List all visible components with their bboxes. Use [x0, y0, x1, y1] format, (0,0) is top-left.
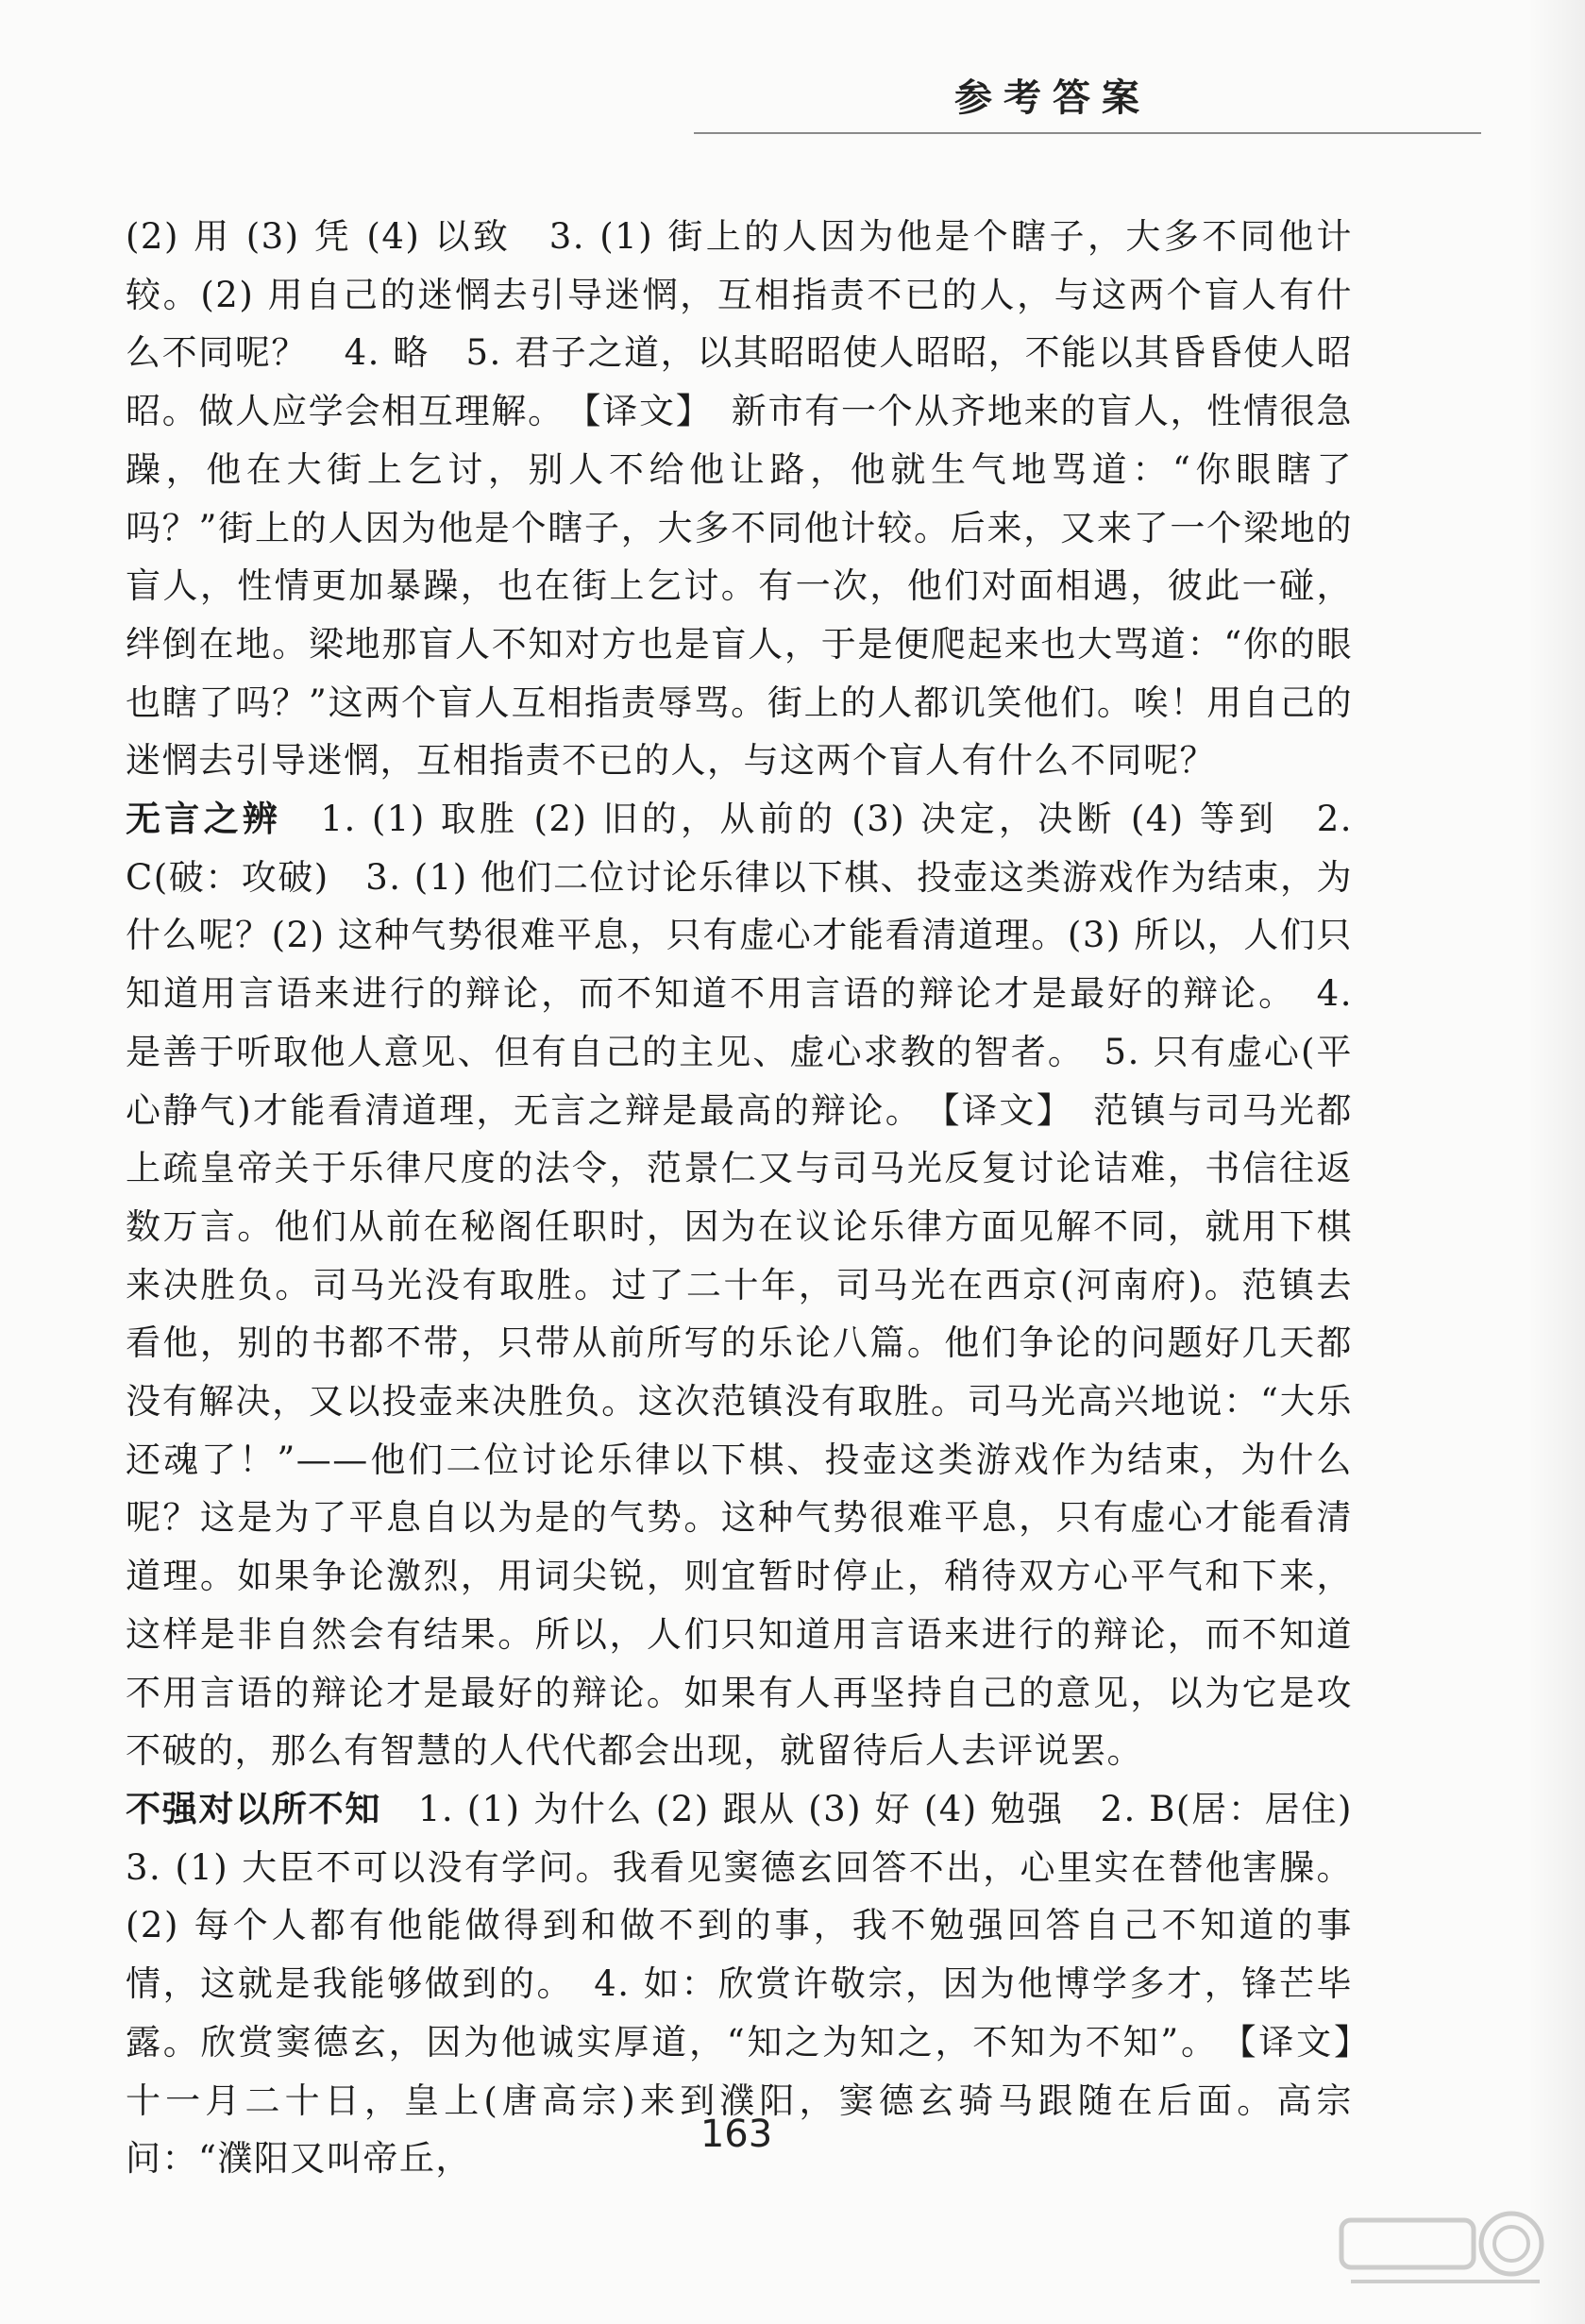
answer-paragraph-1	[126, 208, 1353, 790]
answer-paragraph-2	[126, 790, 1353, 1780]
watermark-stamp-icon	[1332, 2201, 1549, 2296]
page-edge-shadow	[1528, 0, 1585, 2324]
section-title-buqiangdui: 不强对以所不知	[126, 1788, 382, 1829]
answer-content	[126, 208, 1390, 2188]
paragraph-text: 1. (1) 为什么 (2) 跟从 (3) 好 (4) 勉强 2. B(居：居住) 3. (1) 大臣不可以没有学问。我看见窦德玄回答不出，心里实在替他害臊。(2) 每个人都有他能做得到和做不到的事，我不勉强回答自己不知道的事情，这就是我能够做到的。 4. 如：欣赏许敬宗，因为他博学多才，锋芒毕露。欣赏窦德玄，因为他诚实厚道，“知之为知之，不知为不知”。 【译文】 十一月二十日，皇上(唐高宗)来到濮阳，窦德玄骑马跟随在后面。高宗问：“濮阳又叫帝丘，	[126, 1788, 1390, 2180]
page-number: 163	[700, 2113, 773, 2156]
page-header-title: 参考答案	[954, 76, 1151, 120]
paragraph-text: 1. (1) 取胜 (2) 旧的，从前的 (3) 决定，决断 (4) 等到 2. C(破：攻破) 3. (1) 他们二位讨论乐律以下棋、投壶这类游戏作为结束，为什么呢？(2) 这种气势很难平息，只有虚心才能看清道理。(3) 所以，人们只知道用言语来进行的辩论，而不知道不用言语的辩论才是最好的辩论。 4. 是善于听取他人意见、但有自己的主见、虚心求教的智者。 5. 只有虚心(平心静气)才能看清道理，无言之辩是最高的辩论。 【译文】 范镇与司马光都上疏皇帝关于乐律尺度的法令，范景仁又与司马光反复讨论诘难，书信往返数万言。他们从前在秘阁任职时，因为在议论乐律方面见解不同，就用下棋来决胜负。司马光没有取胜。过了二十年，司马光在西京(河南府)。范镇去看他，别的书都不带，只带从前所写的乐论八篇。他们争论的问题好几天都没有解决，又以投壶来决胜负。这次范镇没有取胜。司马光高兴地说：“大乐还魂了！”——他们二位讨论乐律以下棋、投壶这类游戏作为结束，为什么呢？这是为了平息自以为是的气势。这种气势很难平息，只有虚心才能看清道理。如果争论激烈，用词尖锐，则宜暂时停止，稍待双方心平气和下来，这样是非自然会有结果。所以，人们只知道用言语来进行的辩论，而不知道不用言语的辩论才是最好的辩论。如果有人再坚持自己的意见，以为它是攻不破的，那么有智慧的人代代都会出现，就留待后人去评说罢。	[126, 799, 1354, 1772]
header-divider	[694, 132, 1481, 134]
paragraph-text: (2) 用 (3) 凭 (4) 以致 3. (1) 街上的人因为他是个瞎子，大多不同他计较。(2) 用自己的迷惘去引导迷惘，互相指责不已的人，与这两个盲人有什么不同呢？ 4. 略 5. 君子之道，以其昭昭使人昭昭，不能以其昏昏使人昭昭。做人应学会相互理解。 【译文】 新市有一个从齐地来的盲人，性情很急躁，他在大街上乞讨，别人不给他让路，他就生气地骂道：“你眼瞎了吗？”街上的人因为他是个瞎子，大多不同他计较。后来，又来了一个梁地的盲人，性情更加暴躁，也在街上乞讨。有一次，他们对面相遇，彼此一碰，绊倒在地。梁地那盲人不知对方也是盲人，于是便爬起来也大骂道：“你的眼也瞎了吗？”这两个盲人互相指责辱骂。街上的人都讥笑他们。唉！用自己的迷惘去引导迷惘，互相指责不已的人，与这两个盲人有什么不同呢？	[126, 216, 1353, 782]
section-title-wuyanzhibian: 无言之辨	[126, 799, 282, 840]
